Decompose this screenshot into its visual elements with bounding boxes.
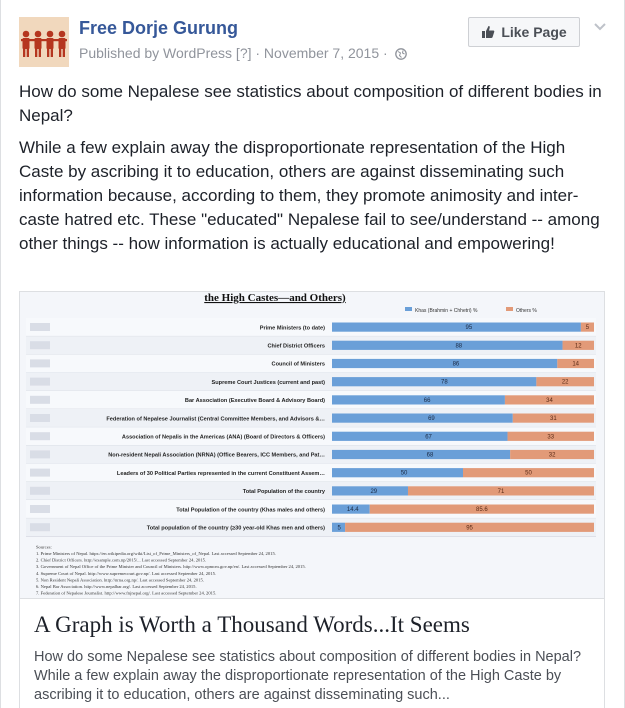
bar-label-others: 85.6 — [476, 507, 488, 514]
bar-label-others: 14 — [572, 361, 580, 368]
like-page-button[interactable] — [468, 17, 580, 47]
bar-khas — [332, 341, 563, 350]
row-number-cell — [30, 523, 50, 531]
category-label: Bar Association (Executive Board & Advisory Board) — [184, 398, 325, 405]
row-number-cell — [30, 396, 50, 404]
bar-label-others: 50 — [525, 470, 532, 477]
category-label: Leaders of 30 Political Parties represented in the current Constituent Assem… — [116, 470, 325, 477]
bar-label-khas: 69 — [428, 416, 435, 423]
bar-label-others: 12 — [574, 343, 582, 350]
source-line: Sources: — [36, 544, 52, 550]
bar-label-others: 5 — [585, 325, 590, 332]
bar-label-khas: 95 — [465, 325, 473, 332]
category-label: Non-resident Nepali Association (NRNA) (Office Bearers, ICC Members, and Pat… — [108, 452, 325, 459]
bar-khas — [332, 414, 513, 423]
bar-label-others: 33 — [547, 434, 555, 441]
legend-label: Khas (Brahmin + Chhetri) % — [415, 308, 478, 314]
bar-label-khas: 29 — [370, 488, 378, 495]
row-number-cell — [30, 487, 50, 495]
legend-swatch — [405, 307, 412, 311]
category-label: Association of Nepalis in the Americas (ANA) (Board of Directors & Officers) — [121, 434, 325, 441]
post-meta — [79, 45, 407, 63]
post-text — [19, 80, 609, 264]
link-preview-card[interactable] — [19, 291, 605, 708]
legend-swatch — [506, 307, 513, 311]
row-number-cell — [30, 323, 50, 331]
source-line: 6. Nepal Bar Association. http://www.nepalbar.org/. Last accessed September 24, 2015. — [36, 584, 197, 589]
bar-label-others: 31 — [550, 416, 557, 423]
bar-khas — [332, 450, 510, 459]
row-number-cell — [30, 359, 50, 367]
bar-label-others: 32 — [548, 452, 556, 459]
category-label: Total Population of the country — [242, 489, 325, 496]
bar-label-khas: 78 — [441, 379, 448, 386]
page-name-link[interactable]: Free Dorje Gurung — [79, 18, 239, 38]
category-label: Supreme Court Justices (current and past) — [211, 379, 325, 386]
bar-label-khas: 68 — [426, 452, 434, 459]
row-number-cell — [30, 469, 50, 477]
bar-label-others: 95 — [466, 525, 473, 532]
bar-label-khas: 66 — [423, 397, 431, 404]
bar-label-khas: 67 — [425, 434, 432, 441]
row-number-cell — [30, 414, 50, 422]
chart-title: the High Castes—and Others) — [204, 292, 346, 304]
category-label: Council of Ministers — [271, 361, 325, 368]
bar-label-khas: 50 — [400, 470, 408, 477]
source-line — [36, 597, 227, 598]
bar-label-others: 71 — [497, 488, 505, 495]
category-label: Federation of Nepalese Journalist (Central Committee Members, and Advisors &… — [106, 416, 325, 423]
post-paragraph: While a few explain away the disproportionate representation of the High Caste by ascribing it to education, others are against disseminating such information because, according to them, they promote animosity and inter-caste hatred etc. These "educated" Nepalese fail to see/understand -- among other things -- how information is actually educational and empowering! — [19, 138, 600, 253]
category-label: Prime Ministers (to date) — [259, 325, 325, 332]
bar-chart — [20, 292, 604, 598]
source-line: 1. Prime Ministers of Nepal. https://en.wikipedia.org/wiki/List_of_Prime_Ministers_of_Nepal. Last accessed September 24, 2015. — [36, 551, 276, 556]
bar-khas — [332, 432, 508, 441]
source-line: 7. Federation of Nepalese Journalist. http://www.fnjnepal.org/. Last accessed September 24, 2015. — [36, 590, 217, 596]
bar-khas — [332, 468, 463, 477]
thumbs-up-icon — [481, 25, 495, 39]
source-line: 4. Supreme Court of Nepal. http://www.supremecourt.gov.np/. Last accessed September 24, 2015. — [36, 570, 217, 576]
link-preview-image[interactable] — [20, 292, 604, 599]
category-label: Total population of the country (≥30 year-old Khas men and others) — [146, 525, 325, 532]
row-number-cell — [30, 378, 50, 386]
globe-icon[interactable] — [395, 47, 407, 63]
page-avatar[interactable] — [19, 17, 69, 67]
post-paragraph: How do some Nepalese see statistics about composition of different bodies in Nepal? — [19, 82, 602, 125]
like-page-label: Like Page — [501, 24, 567, 40]
legend-label: Others % — [516, 308, 537, 314]
source-line: 5. Non Resident Nepali Association. http://nrna.org.np/. Last accessed September 24, 2015. — [36, 577, 204, 583]
bar-label-others: 22 — [561, 379, 569, 386]
row-number-cell — [30, 450, 50, 458]
row-number-cell — [30, 505, 50, 513]
link-description: How do some Nepalese see statistics about composition of different bodies in Nepal? While a few explain away the disproportionate representation of the High Caste by ascribing it to education, others are against disseminating such... — [34, 649, 582, 703]
row-number-cell — [30, 432, 50, 440]
link-title[interactable]: A Graph is Worth a Thousand Words...It Seems — [34, 612, 470, 637]
bar-khas — [332, 395, 505, 404]
bar-label-khas: 5 — [337, 525, 341, 532]
bar-label-khas: 14.4 — [346, 507, 359, 514]
post-meta-text: Published by WordPress [?] · November 7, 2015 · — [79, 45, 388, 61]
bar-khas — [332, 323, 581, 332]
source-line: 3. Government of Nepal Office of the Prime Minister and Council of Ministers. http://www.opmcm.gov.np/en/. Last accessed September 24, 2015. — [36, 564, 306, 570]
chevron-down-icon[interactable] — [593, 19, 607, 37]
bar-label-khas: 86 — [452, 361, 460, 368]
category-label: Chief District Officers — [267, 343, 325, 350]
bar-label-others: 34 — [546, 397, 553, 404]
category-label: Total Population of the country (Khas males and others) — [176, 507, 325, 514]
bar-khas — [332, 359, 557, 368]
bar-khas — [332, 377, 536, 386]
row-number-cell — [30, 341, 50, 349]
bar-label-khas: 88 — [455, 343, 463, 350]
source-line: 2. Chief District Officers. http://example.com.np/2015/... Last accessed September 24, 2015. — [36, 557, 207, 563]
people-logo-icon — [19, 17, 69, 67]
